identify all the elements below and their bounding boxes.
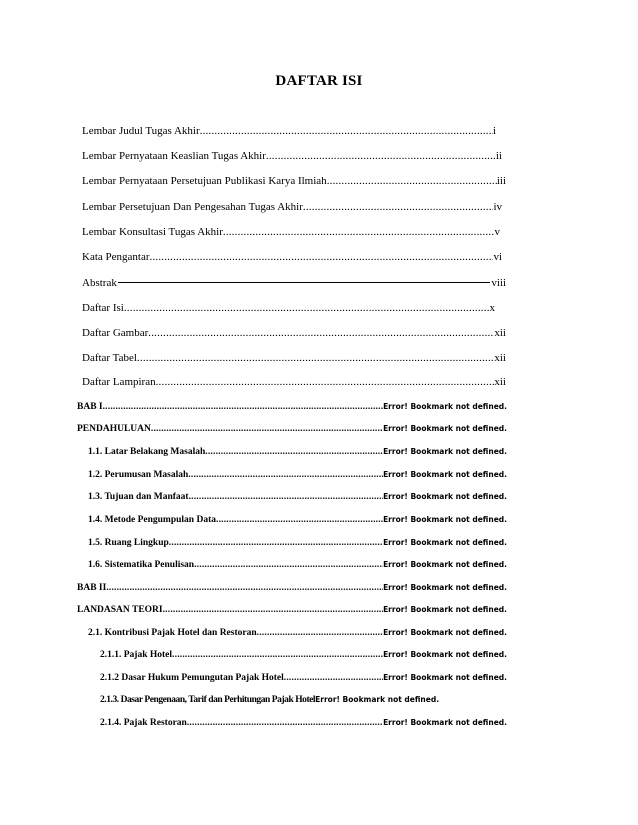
- toc-section-1-5[interactable]: [88, 538, 507, 548]
- leader-dots: [257, 628, 383, 638]
- toc-entry-label: 1.6. Sistematika Penulisan: [88, 560, 195, 570]
- toc-entry-label: Lembar Persetujuan Dan Pengesahan Tugas Akhir: [82, 201, 303, 213]
- bookmark-error: Error! Bookmark not defined.: [383, 402, 507, 411]
- toc-section-1-3[interactable]: [88, 492, 507, 502]
- leader-dots: [103, 402, 383, 412]
- toc-section-1-4[interactable]: [88, 515, 507, 525]
- leader-line: [118, 282, 491, 283]
- bookmark-error: Error! Bookmark not defined.: [383, 424, 507, 433]
- toc-chapter-bab-2[interactable]: [77, 583, 507, 593]
- bookmark-error: Error! Bookmark not defined.: [383, 583, 507, 592]
- toc-entry-page: xii: [494, 376, 506, 388]
- bookmark-error: Error! Bookmark not defined.: [383, 538, 507, 547]
- leader-dots: [284, 673, 383, 683]
- toc-entry-daftar-lampiran[interactable]: [82, 376, 506, 388]
- toc-entry-label: Lembar Pernyataan Keaslian Tugas Akhir: [82, 150, 266, 162]
- bookmark-error: Error! Bookmark not defined.: [383, 718, 507, 727]
- toc-entry-kata-pengantar[interactable]: [82, 251, 502, 263]
- page-title: DAFTAR ISI: [275, 73, 363, 89]
- toc-entry-daftar-tabel[interactable]: [82, 352, 506, 364]
- toc-entry-abstrak[interactable]: [82, 277, 506, 289]
- bookmark-error: Error! Bookmark not defined.: [383, 650, 507, 659]
- leader-dots: [156, 376, 495, 388]
- toc-entry-konsultasi[interactable]: [82, 226, 500, 238]
- toc-entry-label: Lembar Judul Tugas Akhir: [82, 125, 200, 137]
- toc-entry-label: Daftar Isi: [82, 302, 124, 314]
- toc-subsection-2-1-3[interactable]: [100, 695, 532, 705]
- toc-entry-page: i: [492, 125, 496, 137]
- toc-entry-label: BAB II: [77, 583, 107, 593]
- toc-entry-label: Daftar Tabel: [82, 352, 137, 364]
- toc-entry-page: viii: [491, 277, 506, 289]
- leader-dots: [163, 605, 383, 615]
- toc-entry-page: ii: [495, 150, 502, 162]
- toc-entry-label: 1.5. Ruang Lingkup: [88, 538, 169, 548]
- bookmark-error: Error! Bookmark not defined.: [383, 605, 507, 614]
- toc-entry-pengesahan[interactable]: [82, 201, 502, 213]
- toc-entry-label: 2.1.1. Pajak Hotel: [100, 650, 173, 660]
- leader-dots: [148, 327, 494, 339]
- leader-dots: [187, 718, 383, 728]
- toc-entry-label: Abstrak: [82, 277, 117, 289]
- leader-dots: [189, 492, 383, 502]
- toc-entry-page: iv: [493, 201, 502, 213]
- bookmark-error: Error! Bookmark not defined.: [383, 447, 507, 456]
- leader-dots: [150, 251, 494, 263]
- toc-entry-page: vi: [493, 251, 502, 263]
- toc-entry-judul[interactable]: [82, 125, 496, 137]
- toc-entry-daftar-gambar[interactable]: [82, 327, 506, 339]
- toc-chapter-pendahuluan[interactable]: [77, 424, 507, 434]
- toc-entry-page: xii: [494, 352, 506, 364]
- leader-dots: [169, 538, 383, 548]
- toc-entry-label: 1.2. Perumusan Masalah: [88, 470, 189, 480]
- toc-entry-label: 2.1.4. Pajak Restoran: [100, 718, 187, 728]
- bookmark-error: Error! Bookmark not defined.: [383, 470, 507, 479]
- toc-subsection-2-1-1[interactable]: [100, 650, 507, 660]
- leader-dots: [303, 201, 494, 213]
- leader-dots: [266, 150, 496, 162]
- toc-section-2-1[interactable]: [88, 628, 507, 638]
- leader-dots: [124, 302, 490, 314]
- leader-dots: [151, 424, 383, 434]
- bookmark-error: Error! Bookmark not defined.: [383, 628, 507, 637]
- leader-dots: [200, 125, 493, 137]
- leader-dots: [205, 447, 383, 457]
- toc-entry-page: x: [489, 302, 495, 314]
- toc-section-1-2[interactable]: [88, 470, 507, 480]
- toc-subsection-2-1-2[interactable]: [100, 673, 507, 683]
- toc-entry-keaslian[interactable]: [82, 150, 502, 162]
- bookmark-error: Error! Bookmark not defined.: [383, 492, 507, 501]
- bookmark-error: Error! Bookmark not defined.: [383, 515, 507, 524]
- toc-entry-label: Daftar Lampiran: [82, 376, 156, 388]
- toc-entry-daftar-isi[interactable]: [82, 302, 495, 314]
- leader-dots: [327, 175, 497, 187]
- leader-dots: [188, 470, 383, 480]
- toc-chapter-bab-1[interactable]: [77, 402, 507, 412]
- toc-section-1-1[interactable]: [88, 447, 507, 457]
- toc-entry-label: 2.1.3. Dasar Pengenaan, Tarif dan Perhitungan Pajak Hotel: [100, 695, 316, 705]
- toc-entry-page: v: [494, 226, 500, 238]
- toc-entry-label: PENDAHULUAN: [77, 424, 151, 434]
- toc-entry-label: 1.4. Metode Pengumpulan Data: [88, 515, 216, 525]
- bookmark-error: Error! Bookmark not defined.: [315, 695, 440, 704]
- bookmark-error: Error! Bookmark not defined.: [383, 560, 507, 569]
- leader-dots: [194, 560, 383, 570]
- toc-entry-label: Lembar Konsultasi Tugas Akhir: [82, 226, 223, 238]
- bookmark-error: Error! Bookmark not defined.: [383, 673, 507, 682]
- toc-entry-label: 1.1. Latar Belakang Masalah: [88, 447, 206, 457]
- leader-dots: [137, 352, 494, 364]
- toc-entry-page: xii: [494, 327, 506, 339]
- toc-entry-label: 2.1. Kontribusi Pajak Hotel dan Restoran: [88, 628, 257, 638]
- toc-entry-page: iii: [496, 175, 506, 187]
- leader-dots: [106, 583, 383, 593]
- toc-entry-publikasi[interactable]: [82, 175, 506, 187]
- toc-entry-label: 1.3. Tujuan dan Manfaat: [88, 492, 189, 502]
- toc-section-1-6[interactable]: [88, 560, 507, 570]
- toc-entry-label: Kata Pengantar: [82, 251, 150, 263]
- toc-entry-label: Lembar Pernyataan Persetujuan Publikasi Karya Ilmiah: [82, 175, 327, 187]
- toc-entry-label: BAB I: [77, 402, 103, 412]
- toc-subsection-2-1-4[interactable]: [100, 718, 507, 728]
- toc-entry-label: LANDASAN TEORI: [77, 605, 163, 615]
- toc-entry-label: 2.1.2 Dasar Hukum Pemungutan Pajak Hotel: [100, 673, 284, 683]
- leader-dots: [216, 515, 383, 525]
- toc-entry-label: Daftar Gambar: [82, 327, 149, 339]
- leader-dots: [223, 226, 495, 238]
- toc-chapter-landasan-teori[interactable]: [77, 605, 507, 615]
- leader-dots: [172, 650, 383, 660]
